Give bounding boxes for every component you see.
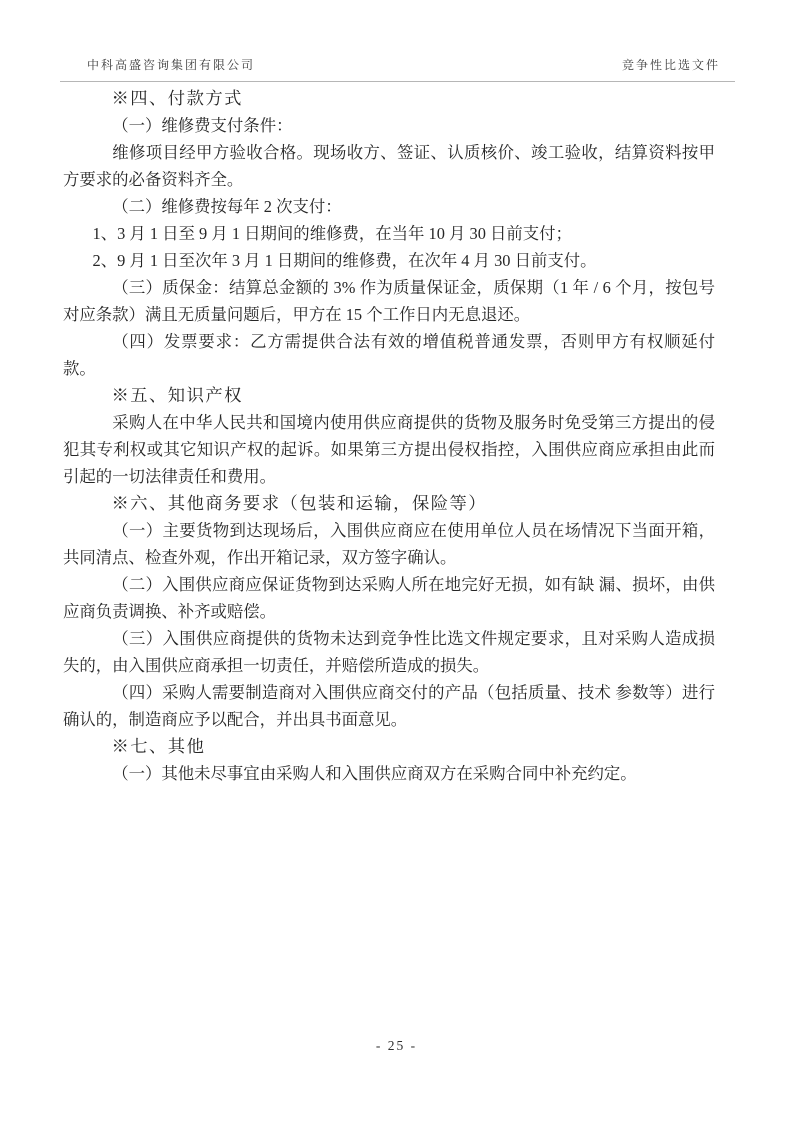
- document-body: [63, 85, 715, 787]
- paragraph: （三）入围供应商提供的货物未达到竞争性比选文件规定要求，且对采购人造成损失的，由入围供应商承担一切责任，并赔偿所造成的损失。: [63, 629, 715, 675]
- section-heading: ※七、其他: [111, 737, 206, 756]
- page-header: [87, 56, 720, 73]
- paragraph: （一）维修费支付条件：: [112, 116, 293, 135]
- paragraph: 采购人在中华人民共和国境内使用供应商提供的货物及服务时免受第三方提出的侵犯其专利权或其它知识产权的起诉。如果第三方提出侵权指控，入围供应商应承担由此而引起的一切法律责任和费用。: [63, 413, 715, 486]
- paragraph: （四）采购人需要制造商对入围供应商交付的产品（包括质量、技术 参数等）进行确认的，制造商应予以配合，并出具书面意见。: [63, 683, 715, 729]
- paragraph: （三）质保金：结算总金额的 3% 作为质量保证金，质保期（1 年 / 6 个月，按包号对应条款）满且无质量问题后，甲方在 15 个工作日内无息退还。: [63, 278, 715, 324]
- section-heading: ※六、其他商务要求（包装和运输，保险等）: [111, 494, 488, 513]
- section-heading: ※五、知识产权: [111, 386, 243, 405]
- header-company: 中科高盛咨询集团有限公司: [87, 58, 256, 72]
- paragraph: 2、9 月 1 日至次年 3 月 1 日期间的维修费，在次年 4 月 30 日前支付。: [92, 251, 597, 270]
- header-rule: [60, 81, 735, 82]
- paragraph: （一）其他未尽事宜由采购人和入围供应商双方在采购合同中补充约定。: [112, 764, 637, 783]
- page-number: - 25 -: [375, 1038, 418, 1053]
- paragraph: 维修项目经甲方验收合格。现场收方、签证、认质核价、竣工验收，结算资料按甲方要求的必备资料齐全。: [63, 143, 715, 189]
- header-doc-type: 竞争性比选文件: [621, 58, 720, 72]
- paragraph: 1、3 月 1 日至 9 月 1 日期间的维修费，在当年 10 月 30 日前支付；: [92, 224, 572, 243]
- paragraph: （四）发票要求：乙方需提供合法有效的增值税普通发票，否则甲方有权顺延付款。: [63, 332, 715, 378]
- paragraph: （二）入围供应商应保证货物到达采购人所在地完好无损，如有缺 漏、损坏，由供应商负责调换、补齐或赔偿。: [63, 575, 715, 621]
- paragraph: （一）主要货物到达现场后，入围供应商应在使用单位人员在场情况下当面开箱，共同清点、检查外观，作出开箱记录，双方签字确认。: [63, 521, 715, 567]
- section-heading: ※四、付款方式: [111, 89, 243, 108]
- paragraph: （二）维修费按每年 2 次支付：: [112, 197, 342, 216]
